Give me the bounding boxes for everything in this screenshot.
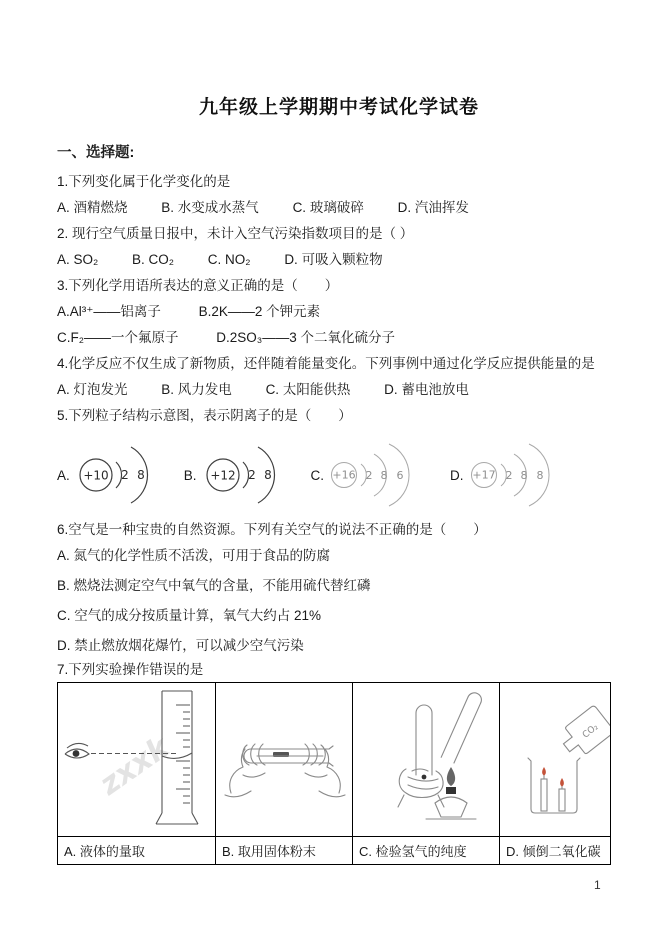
co2-label: CO₂: [580, 722, 600, 741]
shell-count: 2: [365, 469, 373, 482]
particle-diagram-a: [57, 435, 166, 515]
question-3: [57, 278, 621, 345]
question-3-options-line1: [57, 304, 621, 319]
option-d: D. 蓄电池放电: [384, 382, 469, 397]
shell-count: 8: [263, 468, 272, 482]
page-title: 九年级上学期期中考试化学试卷: [198, 97, 479, 118]
section-heading: 一、选择题:: [57, 145, 135, 161]
cell-image-d: [500, 683, 611, 837]
atom-structure-icon: [201, 435, 293, 515]
option-c: C. 玻璃破碎: [292, 200, 364, 215]
question-2: [57, 226, 621, 267]
shell-count: 2: [247, 468, 256, 482]
question-1: [57, 174, 621, 215]
question-3-stem: 3.下列化学用语所表达的意义正确的是（ ）: [57, 278, 339, 293]
option-c: C.F₂——一个氟原子: [57, 330, 179, 345]
experiment-image-row: [58, 683, 611, 837]
question-5-stem: 5.下列粒子结构示意图，表示阴离子的是（ ）: [57, 408, 352, 423]
diagram-label: C.: [310, 467, 325, 483]
option-d: D. 禁止燃放烟花爆竹，可以减少空气污染: [57, 638, 304, 653]
question-1-options: [57, 200, 621, 215]
particle-diagrams: [57, 434, 621, 516]
shell-count: 8: [520, 469, 528, 482]
option-a: A. 氮气的化学性质不活泼，可用于食品的防腐: [57, 548, 331, 563]
cell-label-c: C. 检验氢气的纯度: [353, 837, 500, 865]
nucleus-charge: +17: [471, 468, 496, 482]
option-a: A. 灯泡发光: [57, 382, 128, 397]
particle-diagram-c: [311, 435, 433, 515]
atom-structure-icon: [328, 435, 432, 515]
experiment-table: [57, 682, 611, 865]
question-4-stem: 4.化学反应不仅生成了新物质，还伴随着能量变化。下列事例中通过化学反应提供能量的是: [57, 356, 595, 371]
option-b: B. 燃烧法测定空气中氧气的含量，不能用硫代替红磷: [57, 578, 371, 593]
cell-label-a: A. 液体的量取: [58, 837, 216, 865]
diagram-label: B.: [183, 467, 197, 483]
cell-image-b: [216, 683, 353, 837]
option-a: A. 酒精燃烧: [57, 200, 128, 215]
experiment-label-row: [58, 837, 611, 865]
question-5: [57, 408, 621, 516]
question-4: [57, 356, 621, 397]
question-3-options-line2: [57, 330, 621, 345]
question-7: [57, 662, 621, 865]
nucleus-charge: +12: [209, 468, 236, 483]
particle-diagram-d: [450, 435, 572, 515]
option-b: B. CO₂: [132, 252, 175, 267]
option-b: B.2K——2 个钾元素: [198, 304, 321, 319]
option-d: D. 可吸入颗粒物: [284, 252, 383, 267]
option-b: B. 风力发电: [161, 382, 232, 397]
atom-structure-icon: [74, 435, 166, 515]
shell-count: 2: [505, 469, 513, 482]
question-7-stem: 7.下列实验操作错误的是: [57, 662, 204, 677]
question-1-stem: 1.下列变化属于化学变化的是: [57, 174, 231, 189]
option-a: A.Al³⁺——铝离子: [57, 304, 161, 319]
nucleus-charge: +16: [332, 468, 356, 482]
shell-count: 8: [136, 468, 145, 482]
measuring-liquid-icon: [59, 683, 215, 831]
cell-image-c: [353, 683, 500, 837]
watermark: zxxk: [92, 730, 176, 803]
shell-count: 2: [120, 468, 129, 482]
question-2-stem: 2. 现行空气质量日报中，未计入空气污染指数项目的是（ ）: [57, 226, 414, 241]
pouring-co2-icon: [501, 683, 610, 831]
question-2-options: [57, 252, 621, 267]
option-d: D. 汽油挥发: [397, 200, 469, 215]
question-4-options: [57, 382, 621, 397]
cell-image-a: [58, 683, 216, 837]
question-6-stem: 6.空气是一种宝贵的自然资源。下列有关空气的说法不正确的是（ ）: [57, 522, 487, 537]
option-b: B. 水变成水蒸气: [161, 200, 259, 215]
hydrogen-purity-test-icon: [354, 683, 499, 831]
option-c: C. 太阳能供热: [265, 382, 351, 397]
question-6: [57, 522, 621, 653]
nucleus-charge: +10: [83, 468, 109, 483]
diagram-label: D.: [450, 467, 464, 483]
shell-count: 6: [396, 469, 404, 482]
page-number: 1: [594, 878, 601, 892]
diagram-label: A.: [57, 467, 70, 483]
atom-structure-icon: [468, 435, 572, 515]
option-c: C. 空气的成分按质量计算，氧气大约占 21%: [57, 608, 322, 623]
cell-label-b: B. 取用固体粉末: [216, 837, 353, 865]
option-c: C. NO₂: [207, 252, 251, 267]
shell-count: 8: [536, 469, 544, 482]
option-d: D.2SO₃——3 个二氧化硫分子: [216, 330, 396, 345]
particle-diagram-b: [184, 435, 293, 515]
shell-count: 8: [380, 469, 388, 482]
option-a: A. SO₂: [57, 252, 99, 267]
holding-test-tube-icon: [217, 683, 352, 831]
cell-label-d: D. 倾倒二氧化碳: [500, 837, 611, 865]
